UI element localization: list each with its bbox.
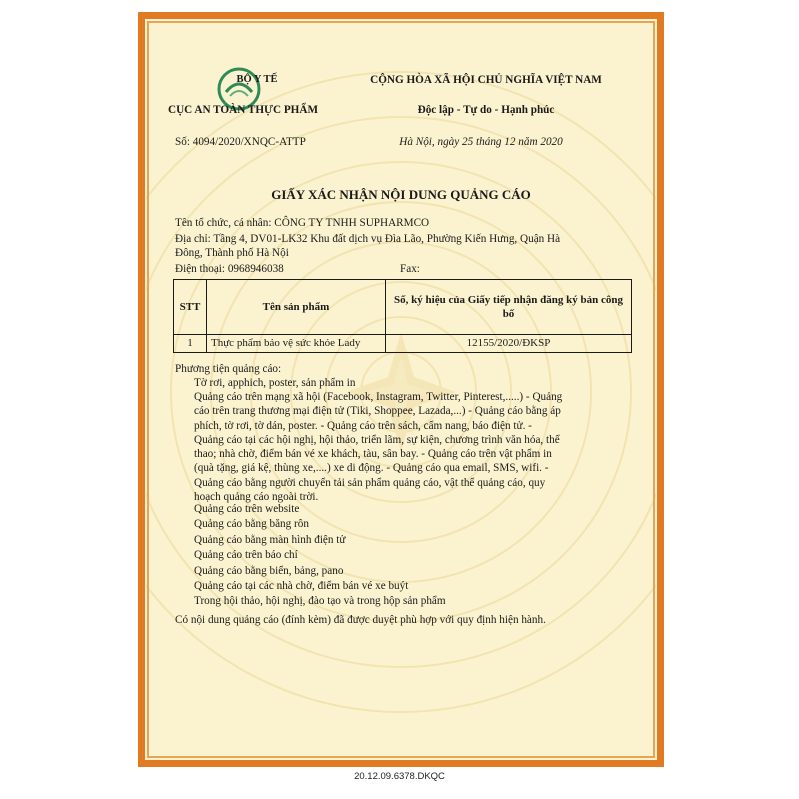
media-item: Tờ rơi, apphich, poster, sản phẩm in xyxy=(194,377,356,389)
national-motto: Độc lập - Tự do - Hạnh phúc xyxy=(417,104,555,116)
address-line-1: Địa chỉ: Tầng 4, DV01-LK32 Khu đất dịch vụ Đìa Lão, Phường Kiến Hưng, Quận Hà xyxy=(175,233,561,245)
document-title: GIẤY XÁC NHẬN NỘI DUNG QUẢNG CÁO xyxy=(271,187,531,202)
table-header-row xyxy=(174,280,632,335)
table-row xyxy=(174,335,632,353)
list-item: Quảng cáo bằng băng rôn xyxy=(194,518,309,531)
media-text-line: Quảng cáo tại các hội nghị, hội thảo, triển lãm, sự kiện, chương trình văn hóa, thể xyxy=(194,433,560,446)
column-header: STT xyxy=(174,280,207,335)
table-cell: Thực phẩm bảo vệ sức khỏe Lady xyxy=(207,335,386,353)
address-line-2: Đông, Thành phố Hà Nội xyxy=(175,247,289,259)
list-item: Quảng cáo tại các nhà chờ, điểm bán vé xe buýt xyxy=(194,580,409,593)
list-item: Quảng cáo trên báo chí xyxy=(194,549,298,562)
media-heading: Phương tiện quảng cáo: xyxy=(175,363,282,375)
document-code: 20.12.09.6378.DKQC xyxy=(354,771,445,782)
document-number: Số: 4094/2020/XNQC-ATTP xyxy=(175,136,306,148)
list-item: Trong hội thảo, hội nghị, đào tạo và trong hộp sản phẩm xyxy=(194,595,446,608)
table-cell: 1 xyxy=(174,335,207,353)
place-date: Hà Nội, ngày 25 tháng 12 năm 2020 xyxy=(399,136,563,148)
certificate-page xyxy=(138,12,664,767)
phone-number: Điện thoại: 0968946038 xyxy=(175,263,284,275)
column-header: Số, ký hiệu của Giấy tiếp nhận đăng ký bản công bố xyxy=(386,280,632,335)
product-table xyxy=(173,279,632,353)
list-item: Quảng cáo bằng biển, bảng, pano xyxy=(194,564,344,577)
media-text-line: Quảng cáo trên mạng xã hội (Facebook, Instagram, Twitter, Pinterest,.....) - Quảng xyxy=(194,391,563,403)
republic-title: CỘNG HÒA XÃ HỘI CHỦ NGHĨA VIỆT NAM xyxy=(370,74,602,86)
media-text-line: cáo trên trang thương mại điện tử (Tiki, Shoppee, Lazada,...) - Quảng cáo bằng áp xyxy=(194,405,561,418)
media-text-line: Quảng cáo bằng người chuyển tải sản phẩm quảng cáo, vật thể quảng cáo, quy xyxy=(194,476,546,489)
media-text-line: hoạch quảng cáo ngoài trời. xyxy=(194,491,319,504)
media-text-line: (quà tặng, giá kệ, thùng xe,....) xe di động. - Quảng cáo qua email, SMS, wifi. - xyxy=(194,462,549,475)
media-item-social xyxy=(194,390,644,504)
list-item: Quảng cáo bằng màn hình điện tử xyxy=(194,533,346,546)
ministry-name: BỘ Y TẾ xyxy=(236,74,278,85)
media-list xyxy=(194,502,644,610)
department-name: CỤC AN TOÀN THỰC PHẨM xyxy=(168,104,319,116)
column-header: Tên sản phẩm xyxy=(207,280,386,335)
approval-statement: Có nội dung quảng cáo (đính kèm) đã được duyệt phù hợp với quy định hiện hành. xyxy=(175,614,546,626)
table-cell: 12155/2020/ĐKSP xyxy=(386,335,632,353)
fax-number: Fax: xyxy=(400,263,420,275)
list-item: Quảng cáo trên website xyxy=(194,503,300,515)
media-text-line: phích, tờ rơi, tờ dán, poster. - Quảng cáo trên sách, cẩm nang, báo điện tử. - xyxy=(194,419,532,432)
certificate-content xyxy=(138,12,664,767)
media-text-line: thao; nhà chờ, điểm bán vé xe khách, tàu, sân bay. - Quảng cáo trên vật phẩm in xyxy=(194,448,552,461)
organization-name: Tên tổ chức, cá nhân: CÔNG TY TNHH SUPHARMCO xyxy=(175,217,430,229)
